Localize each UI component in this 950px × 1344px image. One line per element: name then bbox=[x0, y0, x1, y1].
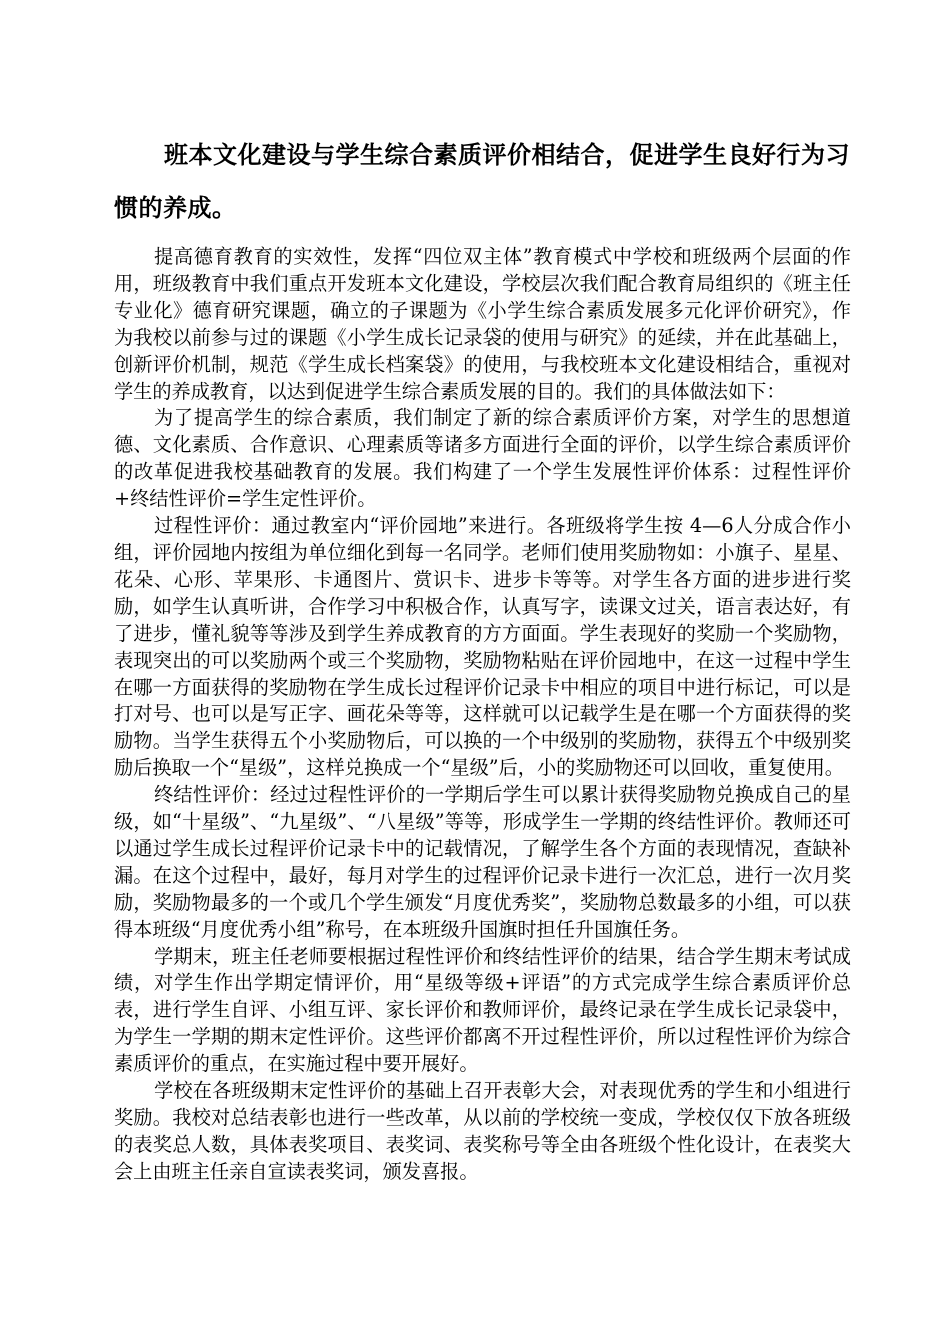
document-body bbox=[114, 244, 851, 1186]
paragraph-evaluation-system: 为了提高学生的综合素质，我们制定了新的综合素质评价方案，对学生的思想道德、文化素质、合作意识、心理素质等诸多方面进行全面的评价，以学生综合素质评价的改革促进我校基础教育的发展。我们构建了一个学生发展性评价体系：过程性评价+终结性评价=学生定性评价。 bbox=[114, 406, 851, 511]
document-title: 班本文化建设与学生综合素质评价相结合，促进学生良好行为习惯的养成。 bbox=[114, 140, 850, 222]
paragraph-commendation: 学校在各班级期末定性评价的基础上召开表彰大会，对表现优秀的学生和小组进行奖励。我校对总结表彰也进行一些改革，从以前的学校统一变成，学校仅仅下放各班级的表奖总人数，具体表奖项目、表奖词、表奖称号等全由各班级个性化设计，在表奖大会上由班主任亲自宣读表奖词，颁发喜报。 bbox=[114, 1079, 851, 1183]
document-page bbox=[114, 128, 851, 1186]
paragraph-process-evaluation: 过程性评价：通过教室内“评价园地”来进行。各班级将学生按 4—6人分成合作小组，评价园地内按组为单位细化到每一名同学。老师们使用奖励物如：小旗子、星星、花朵、心形、苹果形、卡通图片、赏识卡、进步卡等等。对学生各方面的进步进行奖励，如学生认真听讲，合作学习中积极合作，认真写字，读课文过关，语言表达好，有了进步，懂礼貌等等涉及到学生养成教育的方方面面。学生表现好的奖励一个奖励物，表现突出的可以奖励两个或三个奖励物，奖励物粘贴在评价园地中，在这一过程中学生在哪一方面获得的奖励物在学生成长过程评价记录卡中相应的项目中进行标记，可以是打对号、也可以是写正字、画花朵等等，这样就可以记载学生是在哪一个方面获得的奖励物。当学生获得五个小奖励物后，可以换的一个中级别的奖励物，获得五个中级别奖励后换取一个“星级”，这样兑换成一个“星级”后，小的奖励物还可以回收，重复使用。 bbox=[114, 514, 851, 780]
paragraph-intro: 提高德育教育的实效性，发挥“四位双主体”教育模式中学校和班级两个层面的作用，班级教育中我们重点开发班本文化建设，学校层次我们配合教育局组织的《班主任专业化》德育研究课题，确立的子课题为《小学生综合素质发展多元化评价研究》，作为我校以前参与过的课题《小学生成长记录袋的使用与研究》的延续，并在此基础上，创新评价机制，规范《学生成长档案袋》的使用，与我校班本文化建设相结合，重视对学生的养成教育，以达到促进学生综合素质发展的目的。我们的具体做法如下： bbox=[114, 245, 851, 403]
paragraph-term-end: 学期末，班主任老师要根据过程性评价和终结性评价的结果，结合学生期末考试成绩，对学生作出学期定情评价，用“星级等级+评语”的方式完成学生综合素质评价总表，进行学生自评、小组互评、家长评价和教师评价，最终记录在学生成长记录袋中，为学生一学期的期末定性评价。这些评价都离不开过程性评价，所以过程性评价为综合素质评价的重点，在实施过程中要开展好。 bbox=[114, 944, 851, 1076]
paragraph-summative-evaluation: 终结性评价：经过过程性评价的一学期后学生可以累计获得奖励物兑换成自己的星级，如“十星级”、“九星级”、“八星级”等等，形成学生一学期的终结性评价。教师还可以通过学生成长过程评价记录卡中的记载情况，了解学生各个方面的表现情况，查缺补漏。在这个过程中，最好，每月对学生的过程评价记录卡进行一次汇总，进行一次月奖励，奖励物最多的一个或几个学生颁发“月度优秀奖”，奖励物总数最多的小组，可以获得本班级“月度优秀小组”称号，在本班级升国旗时担任升国旗任务。 bbox=[114, 783, 851, 941]
